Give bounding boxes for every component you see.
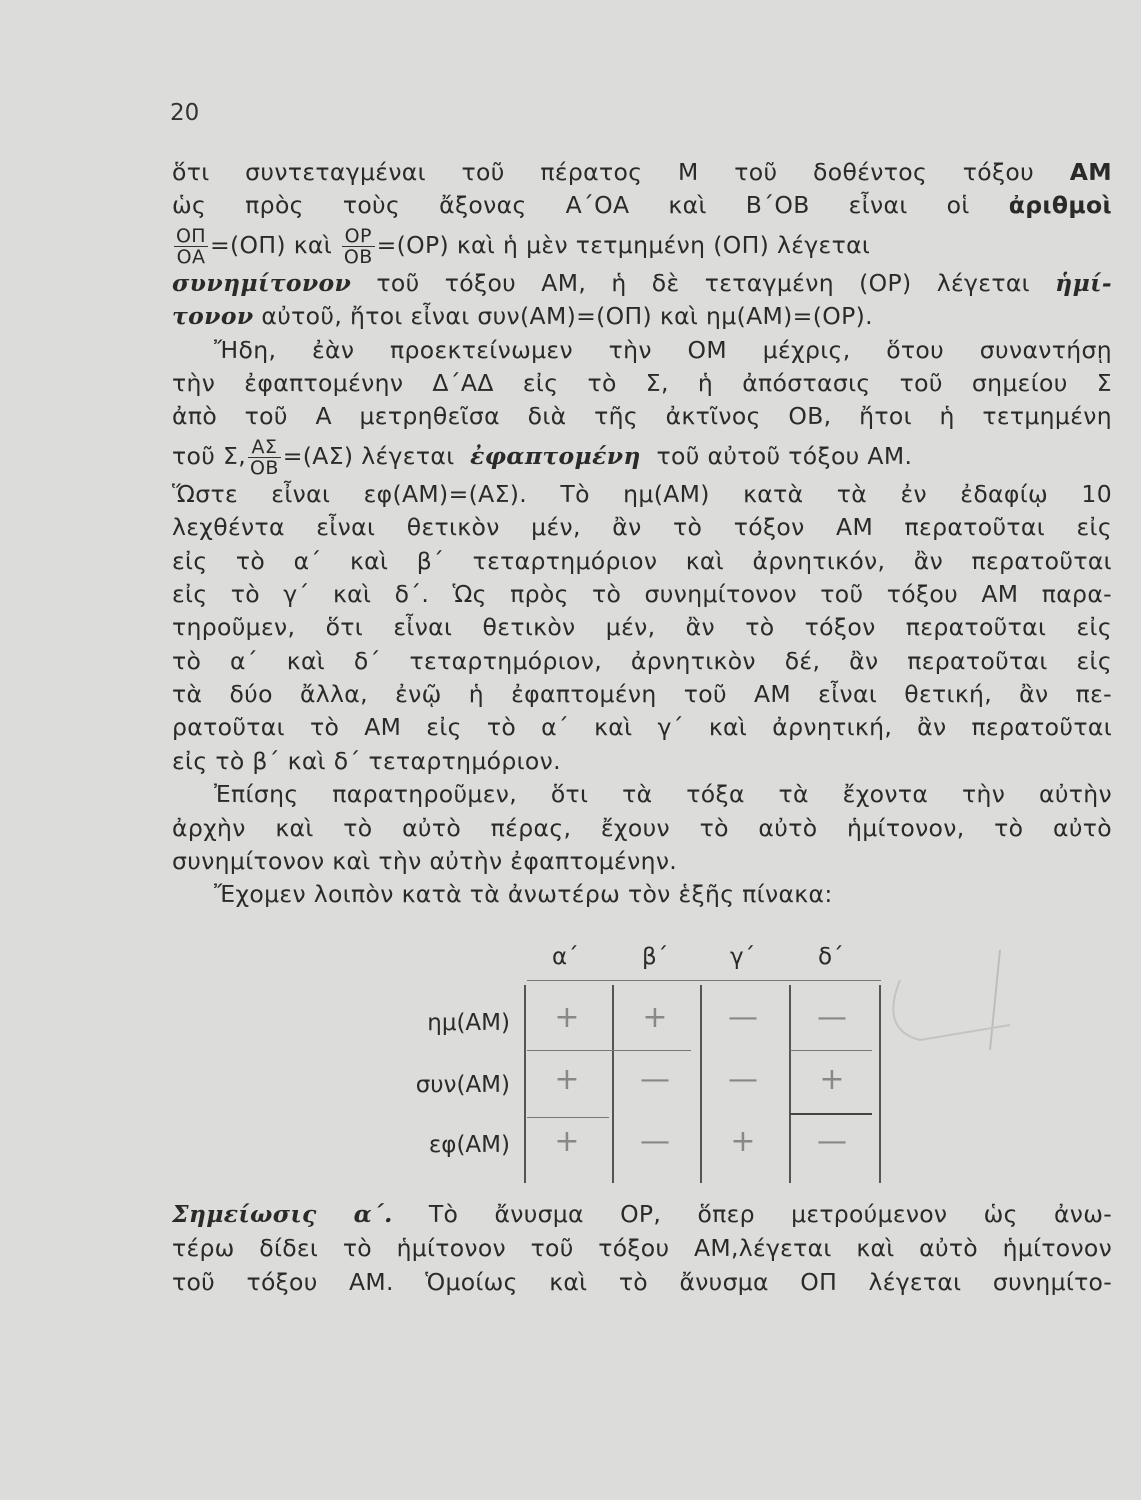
text-span: Τὸ ἄνυσμα ΟΡ, ὅπερ μετρούμενον ὡς ἀνω- [428, 1200, 1112, 1228]
table-cell: — [817, 1124, 847, 1159]
bold-italic-term: τονον [172, 302, 254, 331]
table-rule [527, 1117, 609, 1118]
line [172, 189, 1112, 222]
fraction-numerator: ΟΡ [342, 226, 375, 247]
table-header-gamma: γ΄ [730, 944, 756, 970]
line: λεχθέντα εἶναι θετικὸν μέν, ἂν τὸ τόξον ΑΜ περατοῦται εἰς [172, 513, 1112, 542]
table-top-rule [527, 980, 881, 981]
line: ἀπὸ τοῦ Α μετρηθεῖσα διὰ τῆς ἀκτῖνος ΟΒ, ἤτοι ἡ τετμημένη [172, 402, 1112, 431]
page-number: 20 [170, 100, 200, 126]
text-span: =(ΑΣ) λέγεται [282, 441, 455, 470]
table-cell: — [640, 1062, 670, 1097]
fraction-as-ob [248, 437, 281, 478]
body-text [172, 156, 1112, 912]
fraction-numerator: ΑΣ [248, 437, 281, 458]
text-span: =(ΟΡ) καὶ ἡ μὲν τετμημένη (ΟΠ) λέγεται [376, 230, 871, 259]
note-section [172, 1197, 1112, 1299]
table-row-label-tan: εφ(ΑΜ) [428, 1132, 510, 1158]
table-cell: + [819, 1062, 845, 1097]
table-cell: — [817, 1000, 847, 1035]
table-cell: + [554, 1000, 580, 1035]
fraction-or-ob [342, 226, 375, 267]
text-span: αὐτοῦ, ἤτοι εἶναι συν(ΑΜ)=(ΟΠ) καὶ ημ(ΑΜ)=(ΟΡ). [261, 302, 873, 331]
fraction-numerator: ΟΠ [176, 224, 206, 247]
table-header-beta: β΄ [642, 944, 669, 970]
table-cell: + [730, 1124, 756, 1159]
line: τὴν ἐφαπτομένην Δ΄ΑΔ εἰς τὸ Σ, ἡ ἀπόστασις τοῦ σημείου Σ [172, 368, 1112, 397]
line [172, 1197, 1112, 1231]
bold-italic-term: ἐφαπτομένη [470, 441, 641, 470]
line: τέρω δίδει τὸ ἡμίτονον τοῦ τόξου ΑΜ,λέγεται καὶ αὐτὸ ἡμίτονον [172, 1234, 1112, 1262]
line: τηροῦμεν, ὅτι εἶναι θετικὸν μέν, ἂν τὸ τόξον περατοῦται εἰς [172, 613, 1112, 642]
fraction-denominator: ΟΒ [250, 456, 279, 478]
table-row-label-sin: ημ(ΑΜ) [427, 1010, 510, 1036]
line: τοῦ τόξου ΑΜ. Ὁμοίως καὶ τὸ ἄνυσμα ΟΠ λέγεται συνημίτο- [172, 1268, 1112, 1296]
bold-span: ΑΜ [1069, 158, 1112, 186]
table-cell: — [640, 1124, 670, 1159]
text-span: =(ΟΠ) καὶ [209, 230, 333, 259]
line: ρατοῦται τὸ ΑΜ εἰς τὸ α΄ καὶ γ΄ καὶ ἀρνητική, ἂν περατοῦται [172, 713, 1112, 742]
table-rule [790, 1113, 872, 1115]
table-cell: — [728, 1062, 758, 1097]
line: Ἔχομεν λοιπὸν κατὰ τὰ ἀνωτέρω τὸν ἑξῆς πίνακα: [214, 880, 833, 909]
line: Ἤδη, ἐὰν προεκτείνωμεν τὴν ΟΜ μέχρις, ὅτου συναντήσῃ [214, 335, 1112, 364]
table-rule [790, 1050, 872, 1051]
table-cell: — [728, 1000, 758, 1035]
fraction-denominator: ΟΒ [343, 245, 373, 267]
table-header-alpha: α΄ [552, 944, 579, 970]
line [172, 267, 1112, 300]
table-cell: + [554, 1124, 580, 1159]
bold-span: ἀριθμοὶ [1008, 191, 1112, 220]
line-with-fractions [172, 223, 1112, 267]
note-title: Σημείωσις α΄. [172, 1200, 393, 1228]
table-header-delta: δ΄ [818, 944, 844, 970]
text-span: ὅτι συντεταγμέναι τοῦ πέρατος Μ τοῦ δοθέντος τόξου [172, 158, 1035, 186]
line: εἰς τὸ α΄ καὶ β΄ τεταρτημόριον καὶ ἀρνητικόν, ἂν περατοῦται [172, 546, 1112, 575]
table-cell: + [642, 1000, 668, 1035]
line-with-fraction [172, 434, 1112, 478]
line [172, 156, 1112, 189]
line: Ὥστε εἶναι εφ(ΑΜ)=(ΑΣ). Τὸ ημ(ΑΜ) κατὰ τὰ ἐν ἐδαφίῳ 10 [172, 479, 1112, 508]
line: ἀρχὴν καὶ τὸ αὐτὸ πέρας, ἔχουν τὸ αὐτὸ ἡμίτονον, τὸ αὐτὸ [172, 813, 1112, 842]
pencil-mark-icon [880, 930, 1140, 1130]
bold-italic-term: ἡμί- [1055, 268, 1112, 297]
bold-italic-term: συνημίτονον [172, 268, 352, 297]
table-row-label-cos: συν(ΑΜ) [415, 1072, 510, 1098]
text-span: τοῦ Σ, [172, 441, 247, 470]
line [172, 300, 1112, 333]
line: τὰ δύο ἄλλα, ἐνῷ ἡ ἐφαπτομένη τοῦ ΑΜ εἶναι θετική, ἂν πε- [172, 680, 1112, 709]
table-cell: + [554, 1062, 580, 1097]
fraction-denominator: ΟΑ [176, 245, 206, 267]
line: εἰς τὸ γ΄ καὶ δ΄. Ὡς πρὸς τὸ συνημίτονον τοῦ τόξου ΑΜ παρα- [172, 579, 1112, 608]
line: εἰς τὸ β΄ καὶ δ΄ τεταρτημόριον. [172, 746, 561, 775]
text-span: ὡς πρὸς τοὺς ἄξονας Α΄ΟΑ καὶ Β΄ΟΒ εἶναι οἱ [172, 191, 970, 220]
line: συνημίτονον καὶ τὴν αὐτὴν ἐφαπτομένην. [172, 847, 678, 876]
text-span: τοῦ αὐτοῦ τόξου ΑΜ. [656, 441, 913, 470]
table-rule [527, 1050, 691, 1051]
line: τὸ α΄ καὶ δ΄ τεταρτημόριον, ἀρνητικὸν δέ, ἂν περατοῦται εἰς [172, 646, 1112, 675]
text-span: τοῦ τόξου ΑΜ, ἡ δὲ τεταγμένη (ΟΡ) λέγεται [376, 268, 1030, 297]
line: Ἐπίσης παρατηροῦμεν, ὅτι τὰ τόξα τὰ ἔχοντα τὴν αὐτὴν [214, 780, 1112, 809]
fraction-op-oa [174, 226, 208, 267]
